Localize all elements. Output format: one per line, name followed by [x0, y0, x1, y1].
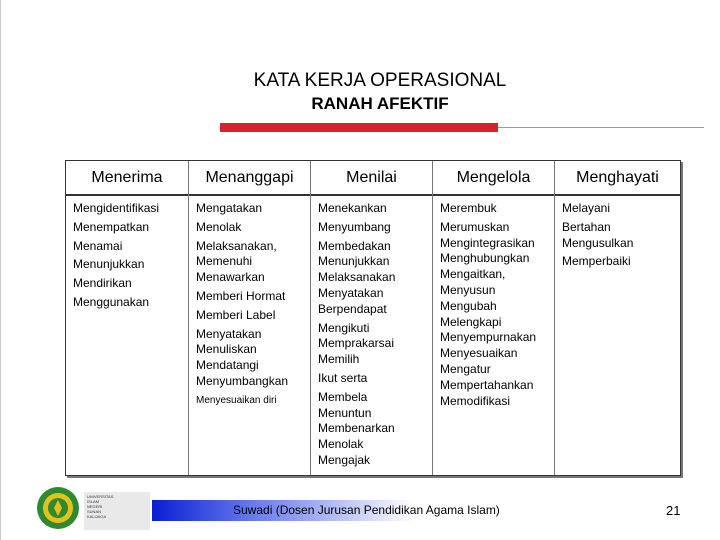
- list-item: Menunjukkan: [73, 257, 145, 272]
- column-header: Menilai: [311, 161, 432, 196]
- title-line-1: KATA KERJA OPERASIONAL: [253, 70, 507, 91]
- list-item: Menyumbang: [318, 219, 391, 234]
- list-item: Memberi Hormat: [196, 288, 286, 303]
- list-item: Menempatkan: [73, 219, 150, 234]
- list-item: Memperbaiki: [562, 254, 631, 269]
- column-header: Menerima: [66, 161, 188, 196]
- column-items: [311, 196, 432, 469]
- list-item: Mengatakan: [196, 201, 263, 215]
- footer-author: Suwadi (Dosen Jurusan Pendidikan Agama Islam): [233, 503, 500, 517]
- university-logo-icon: [36, 486, 80, 530]
- column-items: [66, 196, 188, 311]
- title-accent-bar: [220, 123, 498, 132]
- title-line-2: RANAH AFEKTIF: [311, 94, 449, 113]
- column-menerima: [66, 161, 189, 475]
- list-item: Menyatakan Menuliskan Mendatangi Menyumbangkan: [196, 326, 289, 388]
- list-item: Memberi Label: [196, 307, 276, 322]
- column-header: Menghayati: [555, 161, 680, 196]
- verb-table: [65, 160, 681, 476]
- column-mengelola: [433, 161, 555, 475]
- list-item: Menamai: [73, 238, 123, 253]
- column-menghayati: [555, 161, 680, 475]
- list-item: Membedakan Menunjukkan Melaksanakan Menyatakan Berpendapat: [318, 238, 396, 316]
- list-item: Menekankan: [318, 201, 387, 215]
- list-item: Menyesuaikan diri: [196, 394, 277, 406]
- page-number: 21: [666, 503, 681, 518]
- list-item: Melaksanakan, Memenuhi Menawarkan: [196, 238, 277, 285]
- list-item: Bertahan Mengusulkan: [562, 219, 634, 250]
- slide-title: [0, 70, 720, 114]
- column-menilai: [311, 161, 433, 475]
- list-item: Ikut serta: [318, 370, 368, 385]
- list-item: Merembuk: [440, 201, 497, 215]
- title-rule: [498, 127, 704, 128]
- list-item: Mengidentifikasi: [73, 201, 160, 215]
- list-item: Mendirikan: [73, 276, 132, 291]
- column-items: [433, 196, 554, 409]
- list-item: Membela Menuntun Membenarkan Menolak Mengajak: [318, 389, 395, 467]
- column-header: Mengelola: [433, 161, 554, 196]
- list-item: Menggunakan: [73, 294, 150, 309]
- column-items: [555, 196, 680, 270]
- logo-caption: UNIVERSITAS ISLAM NEGERI SUNAN KALIJAGA: [84, 492, 150, 530]
- list-item: Merumuskan Mengintegrasikan Menghubungkan Mengaitkan, Menyusun Mengubah Melengkapi Menyempurnakan Menyesuaikan Mengatur Mempertahankan Memodifikasi: [440, 219, 537, 408]
- column-header: Menanggapi: [189, 161, 310, 196]
- list-item: Menolak: [196, 219, 242, 234]
- list-item: Melayani: [562, 201, 611, 215]
- column-menanggapi: [189, 161, 311, 475]
- column-items: [189, 196, 310, 409]
- list-item: Mengikuti Memprakarsai Memilih: [318, 320, 395, 367]
